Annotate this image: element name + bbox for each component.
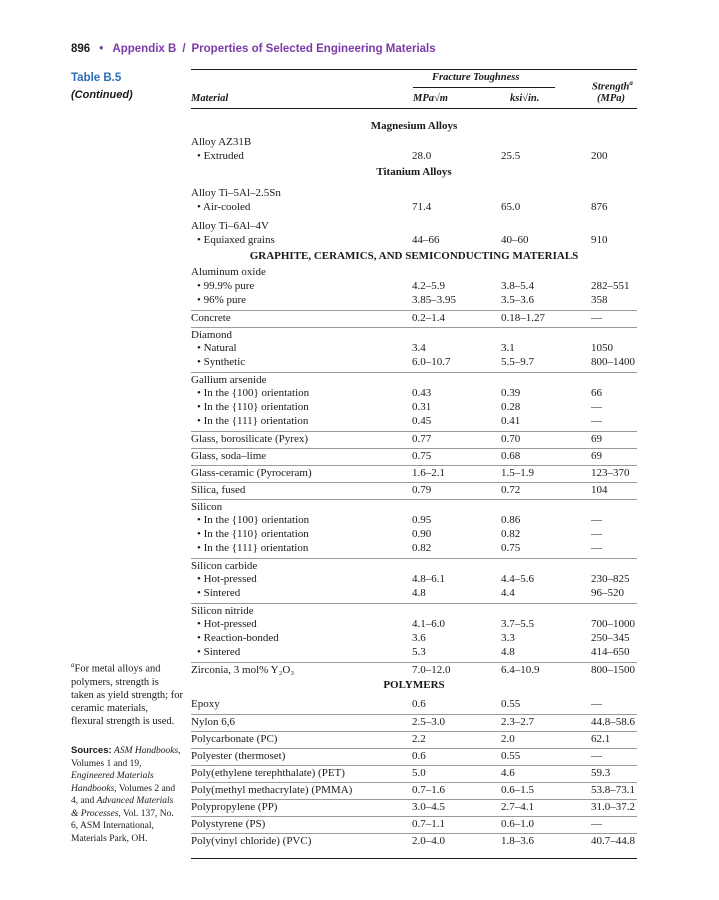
fracture-toughness-heading: Fracture Toughness (432, 72, 520, 83)
toughness-ksi-cell: 6.4–10.9 (501, 664, 540, 676)
material-cell: • 99.9% pure (197, 280, 255, 292)
toughness-ksi-cell: 0.55 (501, 698, 521, 710)
toughness-ksi-cell: 0.72 (501, 484, 521, 496)
strength-cell: 1050 (591, 342, 613, 354)
material-column-heading: Material (191, 93, 229, 104)
strength-cell: 59.3 (591, 767, 611, 779)
table-row (191, 341, 637, 355)
toughness-ksi-cell: 0.55 (501, 750, 521, 762)
toughness-mpa-cell: 0.7–1.1 (412, 818, 445, 830)
strength-cell: 800–1400 (591, 356, 635, 368)
table-row (191, 645, 637, 659)
toughness-mpa-cell: 0.82 (412, 542, 432, 554)
material-cell: • In the {100} orientation (197, 387, 310, 399)
material-cell: • Natural (197, 342, 237, 354)
table-row (191, 448, 637, 463)
table-row (191, 833, 637, 848)
toughness-mpa-cell: 4.2–5.9 (412, 280, 445, 292)
toughness-mpa-cell: 0.77 (412, 433, 432, 445)
strength-cell: 69 (591, 433, 602, 445)
toughness-ksi-cell: 4.6 (501, 767, 515, 779)
material-cell: • 96% pure (197, 294, 247, 306)
material-cell: Aluminum oxide (191, 266, 266, 278)
material-cell: Glass, soda–lime (191, 450, 267, 462)
toughness-ksi-cell: 3.8–5.4 (501, 280, 534, 292)
sources-note (71, 745, 183, 845)
material-cell: • Hot-pressed (197, 573, 257, 585)
table-row (191, 431, 637, 446)
toughness-mpa-cell: 28.0 (412, 150, 432, 162)
table-row (191, 513, 637, 527)
table-row (191, 482, 637, 497)
strength-cell: — (591, 401, 602, 413)
table-head-rule (191, 108, 637, 109)
table-row (191, 279, 637, 293)
material-cell: Silicon (191, 501, 223, 513)
toughness-mpa-cell: 0.43 (412, 387, 432, 399)
material-cell: Poly(vinyl chloride) (PVC) (191, 835, 312, 847)
toughness-mpa-cell: 4.8 (412, 587, 426, 599)
strength-cell: 200 (591, 150, 608, 162)
table-row (191, 617, 637, 631)
strength-cell: 66 (591, 387, 602, 399)
toughness-mpa-cell: 0.7–1.6 (412, 784, 445, 796)
material-cell: • Extruded (197, 150, 244, 162)
table-label: Table B.5 (71, 72, 122, 84)
table-row (191, 414, 637, 428)
strength-cell: 250–345 (591, 632, 630, 644)
material-cell: • Equiaxed grains (197, 234, 275, 246)
strength-cell: 53.8–73.1 (591, 784, 635, 796)
strength-cell: 230–825 (591, 573, 630, 585)
toughness-mpa-cell: 71.4 (412, 201, 432, 213)
table-row (191, 400, 637, 414)
table-row (191, 149, 637, 163)
mpa-column-heading: MPa√m (413, 93, 448, 104)
table-row (191, 355, 637, 369)
toughness-mpa-cell: 1.6–2.1 (412, 467, 445, 479)
table-row (191, 499, 637, 514)
strength-heading (592, 79, 633, 93)
table-row (191, 293, 637, 307)
running-header (71, 43, 436, 57)
footnote-marker: a (71, 661, 75, 669)
table-row (191, 765, 637, 780)
strength-cell: 44.8–58.6 (591, 716, 635, 728)
strength-cell: 358 (591, 294, 608, 306)
toughness-mpa-cell: 0.90 (412, 528, 432, 540)
toughness-ksi-cell: 0.86 (501, 514, 521, 526)
material-cell: Diamond (191, 329, 232, 341)
strength-cell: 414–650 (591, 646, 630, 658)
toughness-ksi-cell: 3.5–3.6 (501, 294, 534, 306)
material-cell: Glass-ceramic (Pyroceram) (191, 467, 312, 479)
table-row (191, 603, 637, 618)
strength-cell: — (591, 698, 602, 710)
material-cell: • In the {111} orientation (197, 415, 309, 427)
table-row (191, 233, 637, 247)
strength-cell: 96–520 (591, 587, 624, 599)
material-cell: • In the {111} orientation (197, 542, 309, 554)
toughness-mpa-cell: 4.8–6.1 (412, 573, 445, 585)
toughness-ksi-cell: 0.82 (501, 528, 521, 540)
header-divider: / (182, 43, 186, 55)
sources-part-1: ASM Handbooks, (114, 746, 181, 756)
section-heading: Magnesium Alloys (370, 120, 458, 132)
strength-cell: 123–370 (591, 467, 630, 479)
material-cell: Polystyrene (PS) (191, 818, 266, 830)
table-row (191, 386, 637, 400)
material-cell: Nylon 6,6 (191, 716, 235, 728)
toughness-ksi-cell: 4.4 (501, 587, 515, 599)
strength-cell: — (591, 750, 602, 762)
table-bottom-rule (191, 858, 637, 859)
material-cell: • In the {110} orientation (197, 401, 309, 413)
toughness-mpa-cell: 44–66 (412, 234, 440, 246)
table-row (191, 572, 637, 586)
strength-cell: — (591, 415, 602, 427)
strength-heading-text: Strength (592, 81, 630, 93)
material-cell: • Reaction-bonded (197, 632, 279, 644)
strength-cell: 104 (591, 484, 608, 496)
toughness-mpa-cell: 0.45 (412, 415, 432, 427)
material-cell: Silica, fused (191, 484, 246, 496)
material-cell: Poly(methyl methacrylate) (PMMA) (191, 784, 353, 796)
toughness-mpa-cell: 0.6 (412, 698, 426, 710)
strength-cell: — (591, 542, 602, 554)
toughness-ksi-cell: 0.41 (501, 415, 521, 427)
toughness-ksi-cell: 0.28 (501, 401, 521, 413)
strength-cell: 40.7–44.8 (591, 835, 635, 847)
material-cell: Epoxy (191, 698, 220, 710)
table-top-rule (191, 69, 637, 70)
material-cell: Zirconia, 3 mol% Y₂O₃ (191, 664, 295, 676)
material-cell: Silicon nitride (191, 605, 254, 617)
toughness-mpa-cell: 2.5–3.0 (412, 716, 445, 728)
section-heading: POLYMERS (383, 679, 445, 691)
toughness-mpa-cell: 0.6 (412, 750, 426, 762)
header-title: Properties of Selected Engineering Materials (191, 43, 436, 55)
table-row (191, 310, 637, 325)
table-row (191, 731, 637, 746)
header-bullet: • (99, 43, 104, 55)
toughness-ksi-cell: 3.7–5.5 (501, 618, 534, 630)
table-row (191, 558, 637, 573)
material-cell: • Synthetic (197, 356, 246, 368)
sources-part-6: Vol. 137, No. 6, ASM International, Materials Park, OH. (71, 808, 174, 844)
table-row (191, 662, 637, 677)
toughness-ksi-cell: 2.7–4.1 (501, 801, 534, 813)
footnote-text: For metal alloys and polymers, strength is taken as yield strength; for ceramic materials, flexural strength is used. (71, 663, 183, 727)
fracture-toughness-rule (413, 87, 555, 88)
material-cell: • Air-cooled (197, 201, 251, 213)
toughness-mpa-cell: 5.3 (412, 646, 426, 658)
table-row (191, 697, 637, 711)
toughness-ksi-cell: 5.5–9.7 (501, 356, 534, 368)
toughness-ksi-cell: 0.18–1.27 (501, 312, 545, 324)
material-cell: • Sintered (197, 646, 241, 658)
toughness-mpa-cell: 3.0–4.5 (412, 801, 445, 813)
ksi-column-heading: ksi√in. (510, 93, 540, 104)
toughness-ksi-cell: 65.0 (501, 201, 521, 213)
toughness-mpa-cell: 3.4 (412, 342, 426, 354)
material-cell: Alloy Ti–5Al–2.5Sn (191, 187, 281, 199)
toughness-ksi-cell: 0.6–1.0 (501, 818, 534, 830)
material-cell: • In the {110} orientation (197, 528, 309, 540)
header-appendix: Appendix B (112, 43, 177, 55)
table-row (191, 200, 637, 214)
toughness-ksi-cell: 0.70 (501, 433, 521, 445)
table-row (191, 631, 637, 645)
table-row (191, 219, 637, 233)
material-cell: • In the {100} orientation (197, 514, 310, 526)
material-cell: Polyester (thermoset) (191, 750, 286, 762)
toughness-mpa-cell: 0.79 (412, 484, 432, 496)
table-row (191, 135, 637, 149)
sources-label: Sources: (71, 745, 112, 756)
toughness-ksi-cell: 40–60 (501, 234, 529, 246)
toughness-ksi-cell: 0.6–1.5 (501, 784, 534, 796)
strength-unit-heading: (MPa) (597, 93, 625, 104)
material-cell: Glass, borosilicate (Pyrex) (191, 433, 308, 445)
toughness-mpa-cell: 6.0–10.7 (412, 356, 451, 368)
strength-cell: — (591, 514, 602, 526)
material-cell: Silicon carbide (191, 560, 258, 572)
strength-cell: 700–1000 (591, 618, 635, 630)
toughness-mpa-cell: 4.1–6.0 (412, 618, 445, 630)
sources-part-5: Advanced Materials & Processes, (71, 796, 174, 819)
section-heading: Titanium Alloys (376, 166, 452, 178)
strength-cell: — (591, 818, 602, 830)
table-row (191, 265, 637, 279)
material-cell: Concrete (191, 312, 231, 324)
toughness-ksi-cell: 1.8–3.6 (501, 835, 534, 847)
toughness-ksi-cell: 3.3 (501, 632, 515, 644)
table-row (191, 465, 637, 480)
strength-cell: 31.0–37.2 (591, 801, 635, 813)
strength-cell: 282–551 (591, 280, 630, 292)
table-row (191, 714, 637, 729)
material-cell: Polypropylene (PP) (191, 801, 278, 813)
table-row (191, 372, 637, 387)
table-row (191, 186, 637, 200)
toughness-mpa-cell: 0.75 (412, 450, 432, 462)
toughness-ksi-cell: 25.5 (501, 150, 521, 162)
toughness-mpa-cell: 2.2 (412, 733, 426, 745)
material-cell: Alloy AZ31B (191, 136, 252, 148)
toughness-mpa-cell: 7.0–12.0 (412, 664, 451, 676)
table-row (191, 748, 637, 763)
strength-cell: — (591, 528, 602, 540)
table-row (191, 527, 637, 541)
toughness-mpa-cell: 3.6 (412, 632, 426, 644)
material-cell: • Sintered (197, 587, 241, 599)
strength-footnote-marker: a (629, 79, 633, 87)
strength-cell: 62.1 (591, 733, 611, 745)
toughness-mpa-cell: 3.85–3.95 (412, 294, 456, 306)
toughness-ksi-cell: 4.8 (501, 646, 515, 658)
table-row (191, 782, 637, 797)
toughness-mpa-cell: 0.31 (412, 401, 432, 413)
material-cell: Polycarbonate (PC) (191, 733, 278, 745)
material-cell: Gallium arsenide (191, 374, 267, 386)
table-row (191, 816, 637, 831)
page-number: 896 (71, 43, 91, 55)
table-row (191, 541, 637, 555)
strength-cell: 910 (591, 234, 608, 246)
material-cell: • Hot-pressed (197, 618, 257, 630)
toughness-mpa-cell: 2.0–4.0 (412, 835, 445, 847)
strength-footnote (71, 659, 183, 728)
strength-cell: — (591, 312, 602, 324)
strength-cell: 69 (591, 450, 602, 462)
toughness-ksi-cell: 2.0 (501, 733, 515, 745)
sources-part-3: Engineered Materials Handbooks, (71, 771, 154, 794)
table-row (191, 799, 637, 814)
sources-part-2: Volumes 1 and 19, (71, 758, 142, 769)
table-continued: (Continued) (71, 89, 133, 101)
sources-part-4: Volumes 2 and 4, and (71, 783, 176, 806)
section-heading: GRAPHITE, CERAMICS, AND SEMICONDUCTING MATERIALS (249, 250, 579, 262)
table-row (191, 327, 637, 342)
toughness-mpa-cell: 5.0 (412, 767, 426, 779)
toughness-mpa-cell: 0.95 (412, 514, 432, 526)
toughness-ksi-cell: 0.68 (501, 450, 521, 462)
material-cell: Poly(ethylene terephthalate) (PET) (191, 767, 345, 779)
toughness-ksi-cell: 2.3–2.7 (501, 716, 534, 728)
toughness-ksi-cell: 0.39 (501, 387, 521, 399)
material-cell: Alloy Ti–6Al–4V (191, 220, 269, 232)
toughness-ksi-cell: 0.75 (501, 542, 521, 554)
strength-cell: 800–1500 (591, 664, 635, 676)
table-row (191, 586, 637, 600)
toughness-ksi-cell: 4.4–5.6 (501, 573, 534, 585)
toughness-ksi-cell: 3.1 (501, 342, 515, 354)
toughness-ksi-cell: 1.5–1.9 (501, 467, 534, 479)
toughness-mpa-cell: 0.2–1.4 (412, 312, 445, 324)
strength-cell: 876 (591, 201, 608, 213)
